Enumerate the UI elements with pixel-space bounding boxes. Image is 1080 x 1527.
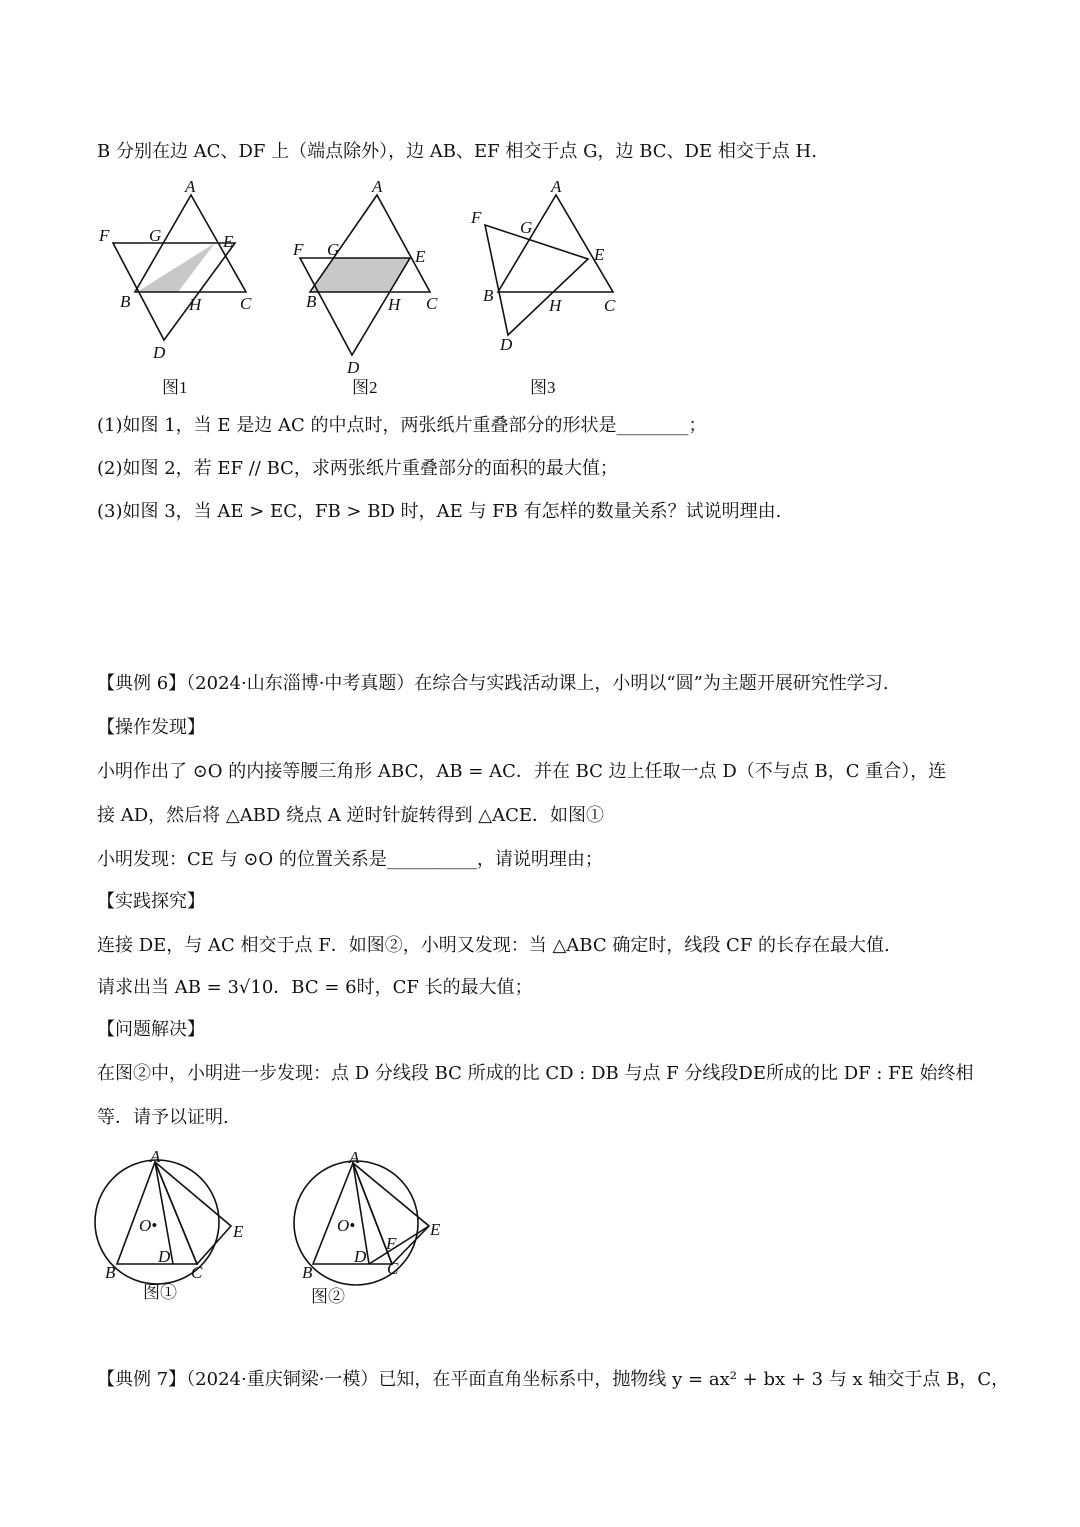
fig1-label-b: B xyxy=(120,292,131,311)
fig2-label-b: B xyxy=(306,292,317,311)
c1-label-o: O• xyxy=(139,1216,158,1235)
problem5-q3: (3)如图 3，当 AE > EC，FB > BD 时，AE 与 FB 有怎样的数量关系？试说明理由. xyxy=(97,501,782,522)
fig1-label-c: C xyxy=(240,294,252,313)
circle-figure-2 xyxy=(293,1150,463,1324)
figure-2 xyxy=(290,175,460,399)
c2-label-o: O• xyxy=(337,1216,356,1235)
fig2-caption: 图2 xyxy=(352,378,378,397)
fig1-label-a: A xyxy=(185,177,196,196)
fig2-label-h: H xyxy=(388,295,401,314)
example6-p7: 等．请予以证明. xyxy=(97,1107,229,1128)
fig2-label-g: G xyxy=(327,240,340,259)
c1-caption: 图① xyxy=(143,1283,177,1302)
fig3-label-h: H xyxy=(549,296,562,315)
c2-caption: 图② xyxy=(311,1287,345,1306)
fig3-caption: 图3 xyxy=(530,378,556,397)
c2-label-e: E xyxy=(430,1220,441,1239)
fig1-label-d: D xyxy=(153,343,166,362)
problem5-intro: B 分别在边 AC、DF 上（端点除外），边 AB、EF 相交于点 G，边 BC、DE 相交于点 H. xyxy=(97,141,817,162)
fig2-label-f: F xyxy=(293,240,304,259)
c2-label-c: C xyxy=(387,1259,399,1278)
fig3-label-c: C xyxy=(604,296,616,315)
fig1-label-f: F xyxy=(99,226,110,245)
fig3-label-g: G xyxy=(520,218,533,237)
c2-label-a: A xyxy=(349,1148,360,1167)
example6-p1: 小明作出了 ⊙O 的内接等腰三角形 ABC，AB = AC．并在 BC 边上任取一点 D（不与点 B，C 重合），连 xyxy=(97,761,947,782)
c2-label-d: D xyxy=(354,1247,367,1266)
fig2-label-d: D xyxy=(347,358,360,377)
fig1-label-e: E xyxy=(223,232,234,251)
example6-p5: 请求出当 AB = 3√10．BC = 6时，CF 长的最大值； xyxy=(97,977,533,998)
example6-p3: 小明发现：CE 与 ⊙O 的位置关系是__________，请说明理由； xyxy=(97,849,603,870)
c1-label-d: D xyxy=(158,1247,171,1266)
circle-figure-1 xyxy=(95,1147,265,1314)
fig2-label-e: E xyxy=(415,247,426,266)
figure-3 xyxy=(465,175,635,399)
fig3-label-b: B xyxy=(483,286,494,305)
fig3-label-a: A xyxy=(551,177,562,196)
fig2-label-c: C xyxy=(426,294,438,313)
example6-section-operation: 【操作发现】 xyxy=(97,717,205,738)
c1-label-e: E xyxy=(233,1222,244,1241)
c1-label-b: B xyxy=(105,1263,116,1282)
problem5-q1: (1)如图 1，当 E 是边 AC 的中点时，两张纸片重叠部分的形状是________； xyxy=(97,415,707,436)
example6-p6: 在图②中，小明进一步发现：点 D 分线段 BC 所成的比 CD : DB 与点 F 分线段DE所成的比 DF : FE 始终相 xyxy=(97,1063,974,1084)
problem5-q2: (2)如图 2，若 EF // BC，求两张纸片重叠部分的面积的最大值； xyxy=(97,458,618,479)
fig1-caption: 图1 xyxy=(162,378,188,397)
c1-label-a: A xyxy=(150,1147,161,1166)
fig3-label-e: E xyxy=(594,245,605,264)
fig2-label-a: A xyxy=(372,177,383,196)
fig1-label-h: H xyxy=(189,295,202,314)
fig1-label-g: G xyxy=(149,226,162,245)
c2-label-b: B xyxy=(302,1263,313,1282)
c1-label-c: C xyxy=(191,1263,203,1282)
fig3-label-f: F xyxy=(471,208,482,227)
example6-section-practice: 【实践探究】 xyxy=(97,891,205,912)
example6-section-solve: 【问题解决】 xyxy=(97,1019,205,1040)
fig3-label-d: D xyxy=(500,335,513,354)
example6-p2: 接 AD，然后将 △ABD 绕点 A 逆时针旋转得到 △ACE．如图① xyxy=(97,805,605,826)
example7-title: 【典例 7】（2024·重庆铜梁·一模）已知，在平面直角坐标系中，抛物线 y = ax² + bx + 3 与 x 轴交于点 B，C， xyxy=(97,1369,1010,1390)
example6-p4: 连接 DE，与 AC 相交于点 F．如图②，小明又发现：当 △ABC 确定时，线段 CF 的长存在最大值. xyxy=(97,935,890,956)
c2-label-f: F xyxy=(386,1234,397,1253)
example6-title: 【典例 6】（2024·山东淄博·中考真题）在综合与实践活动课上，小明以“圆”为主题开展研究性学习. xyxy=(97,673,889,694)
figure-1 xyxy=(95,175,265,399)
